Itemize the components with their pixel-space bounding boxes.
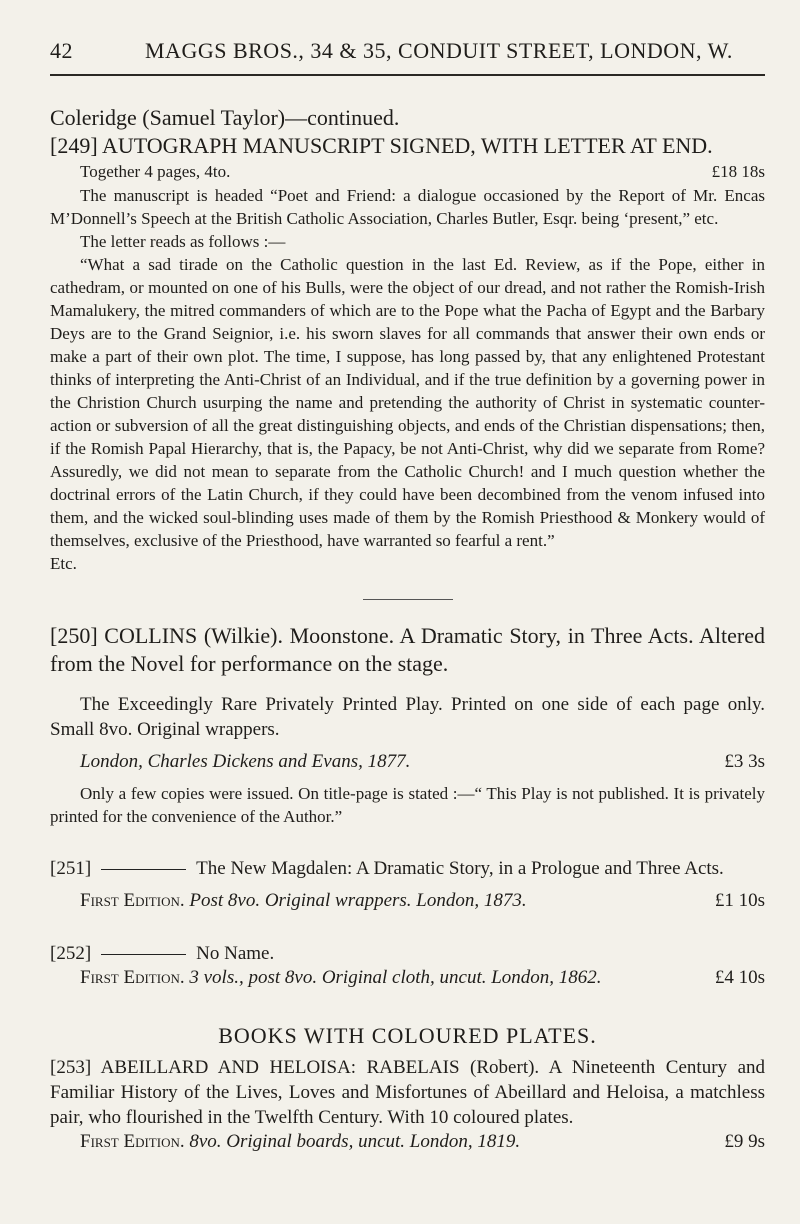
firm-name: MAGGS BROS., 34 & 35, CONDUIT STREET, LONDON, W. <box>145 38 733 63</box>
entry-249-letter-intro: The letter reads as follows :— <box>80 232 286 251</box>
entry-250-imprint-row <box>50 750 765 774</box>
entry-249-title: [249] AUTOGRAPH MANUSCRIPT SIGNED, WITH LETTER AT END. <box>50 133 713 158</box>
entry-250-imprint: London, Charles Dickens and Evans, 1877. <box>80 751 411 772</box>
entry-252-price: £4 10s <box>714 967 765 988</box>
entry-250-price: £3 3s <box>724 751 765 772</box>
entry-249-letter-quote: “What a sad tirade on the Catholic question in the last Ed. Review, as if the Pope, either in cathedram, or mounted on one of his Bulls, were the object of our dread, and not rather the Romish-Irish Mamalukery, the mitred commanders of which are to the Pope what the Pacha of Egypt and the Barbary Deys are to the Grand Seignior, i.e. his sworn slaves for all commands that answer their own ends or make a part of their own plot. The time, I suppose, has long passed by, that any enlightened Protestant thinks of interpreting the Anti-Christ of an Individual, and if the true definition by a governing power in the Christion Church usurping the name and pretending the authority of Christ in systematic counter-action or subversion of all the great distinguishing objects, and ends of the Christian dispensations; then, if the Romish Papal Hierarchy, that is, the Papacy, be not Anti-Christ, why did we separate from Rome? Assuredly, we did not mean to separate from the Catholic Church! and I much question whether the doctrinal errors of the Latin Church, if they could have been decombined from the venom infused into them, and the wicked soul-blinding uses made of them by the Romish Priesthood & Monkery would of themselves, exclusive of the Priesthood, have warranted so fearful a rent.” <box>50 255 765 550</box>
entry-249-format: Together 4 pages, 4to. <box>80 162 231 181</box>
entry-253-details-row <box>50 1130 765 1154</box>
page-number: 42 <box>50 38 73 63</box>
entry-249-price: £18 18s <box>711 162 765 181</box>
entry-253-title: [253] ABEILLARD AND HELOISA: RABELAIS (Robert). A Nineteenth Century and Familiar History of the Lives, Loves and Misfortunes of Abeillard and Heloisa, a matchless pair, who flourished in the Twelfth Century. With 10 coloured plates. <box>50 1057 765 1128</box>
entry-249-etc: Etc. <box>50 554 77 573</box>
entry-253-edition: First Edition. <box>80 1131 185 1152</box>
entry-250-note: Only a few copies were issued. On title-page is stated :—“ This Play is not published. It is privately printed for the convenience of the Author.” <box>50 784 765 826</box>
entry-253-price: £9 9s <box>724 1131 765 1152</box>
separator-rule <box>363 599 453 600</box>
ditto-dash <box>101 869 186 870</box>
entry-251-edition: First Edition. <box>80 890 185 911</box>
author-heading: Coleridge (Samuel Taylor)—continued. <box>50 105 400 130</box>
entry-251-description: Post 8vo. Original wrappers. London, 1873. <box>189 890 527 911</box>
entry-251-details-row <box>50 889 765 913</box>
entry-252-details-row <box>50 966 765 990</box>
entry-249-format-row <box>50 160 765 184</box>
entry-251-heading <box>50 856 765 881</box>
entry-252-heading <box>50 941 765 966</box>
running-head <box>50 38 765 64</box>
section-heading: BOOKS WITH COLOURED PLATES. <box>218 1023 597 1048</box>
catalogue-page <box>50 38 765 1154</box>
entry-252-description: 3 vols., post 8vo. Original cloth, uncut. London, 1862. <box>189 967 602 988</box>
entry-250-title: [250] COLLINS (Wilkie). Moonstone. A Dramatic Story, in Three Acts. Altered from the Novel for performance on the stage. <box>50 623 765 676</box>
entry-252-title: No Name. <box>196 943 275 964</box>
entry-253-description: 8vo. Original boards, uncut. London, 1819. <box>189 1131 521 1152</box>
entry-251-number: [251] <box>50 858 92 879</box>
entry-251-title: The New Magdalen: A Dramatic Story, in a Prologue and Three Acts. <box>196 858 724 879</box>
entry-252-number: [252] <box>50 943 92 964</box>
ditto-dash <box>101 954 186 955</box>
entry-249-description: The manuscript is headed “Poet and Friend: a dialogue occasioned by the Report of Mr. Encas M’Donnell’s Speech at the British Catholic Association, Charles Butler, Esqr. being ‘present,” etc. <box>50 186 765 228</box>
entry-250-description: The Exceedingly Rare Privately Printed Play. Printed on one side of each page only. Small 8vo. Original wrappers. <box>50 694 765 740</box>
entry-252-edition: First Edition. <box>80 967 185 988</box>
entry-251-price: £1 10s <box>714 890 765 911</box>
